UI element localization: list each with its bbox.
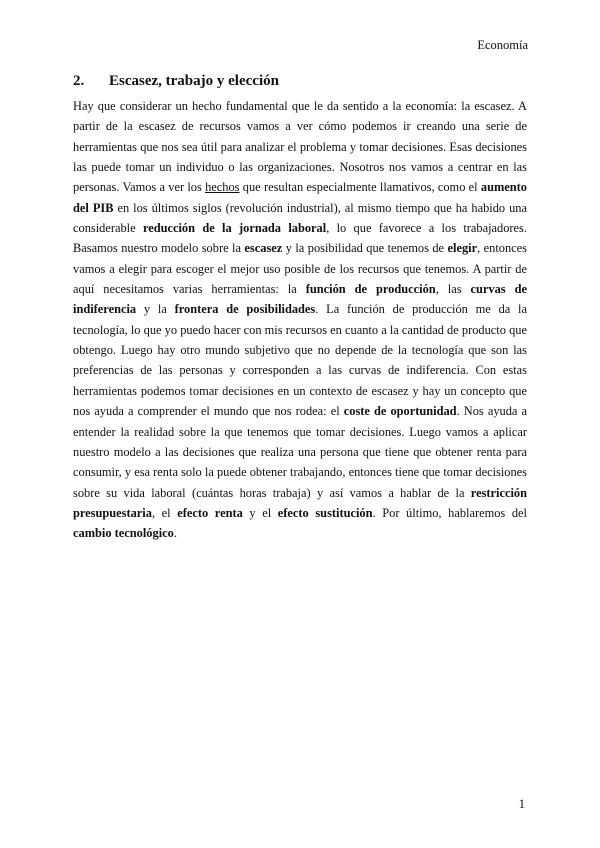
- bold-term: cambio tecnológico: [73, 526, 174, 541]
- text-run: y la: [136, 302, 175, 317]
- text-run: Hay que considerar un hecho fundamental que le da sentido a la economía: la escasez. A partir de la escasez de recursos vamos a ver cómo podemos ir creando una serie de herramientas que nos sea útil para analizar el problema y tomar decisiones. Esas decisiones las puede tomar un individuo o las organizaciones. Nosotros nos vamos a centrar en las personas. Vamos a ver los: [73, 99, 527, 195]
- text-run: y el: [242, 505, 278, 520]
- text-run: , lo que favorece a los trabajadores. Basamos nuestro modelo sobre la: [73, 221, 527, 256]
- bold-term: efecto sustitución: [277, 505, 373, 520]
- bold-term: función de producción: [305, 282, 436, 297]
- bold-term: escasez: [244, 241, 283, 256]
- text-run: , el: [151, 505, 178, 520]
- bold-term: elegir: [447, 241, 478, 256]
- text-run: , las: [435, 282, 471, 297]
- bold-term: coste de oportunidad: [343, 404, 457, 419]
- section-heading: [73, 73, 279, 90]
- bold-term: frontera de posibilidades: [174, 302, 316, 317]
- bold-term: efecto renta: [177, 505, 243, 520]
- bold-term: restricción presupuestaria: [73, 485, 527, 520]
- page-number: 1: [518, 797, 525, 811]
- text-run: .: [173, 526, 177, 541]
- text-run: . La función de producción me da la tecnología, lo que yo puedo hacer con mis recursos en cuanto a la cantidad de producto que obtengo. Luego hay otro mundo subjetivo que no depende de la tecnología que son las preferencias de las personas y corresponden a las curvas de indiferencia. Con estas herramientas podemos tomar decisiones en un contexto de escasez y hay un concepto que nos ayuda a comprender el mundo que nos rodea: el: [73, 302, 527, 419]
- bold-term: reducción de la jornada laboral: [142, 221, 327, 236]
- section-title: Escasez, trabajo y elección: [109, 73, 279, 89]
- bold-term: aumento del PIB: [73, 180, 527, 215]
- text-run: . Por último, hablaremos del: [372, 505, 527, 520]
- bold-term: curvas de indiferencia: [73, 282, 528, 317]
- text-run: y la posibilidad que tenemos de: [282, 241, 448, 256]
- text-run: que resultan especialmente llamativos, como el: [239, 180, 481, 195]
- page-header: Economía: [477, 38, 528, 52]
- body-paragraph: [73, 96, 527, 544]
- text-run: . Nos ayuda a entender la realidad sobre la que tenemos que tomar decisiones. Luego vamos a aplicar nuestro modelo a las decisiones que realiza una persona que tiene que obtener renta para consumir, y esa renta solo la puede obtener trabajando, entonces tiene que tomar decisiones sobre su vida laboral (cuántas horas trabaja) y así vamos a hablar de la: [73, 404, 527, 500]
- text-run: , entonces vamos a elegir para escoger el mejor uso posible de los recursos que tenemos. A partir de aquí necesitamos varias herramientas: la: [73, 241, 527, 297]
- section-number: 2.: [73, 73, 85, 89]
- underlined-term: hechos: [205, 180, 240, 195]
- text-run: en los últimos siglos (revolución industrial), al mismo tiempo que ha habido una considerable: [73, 200, 527, 236]
